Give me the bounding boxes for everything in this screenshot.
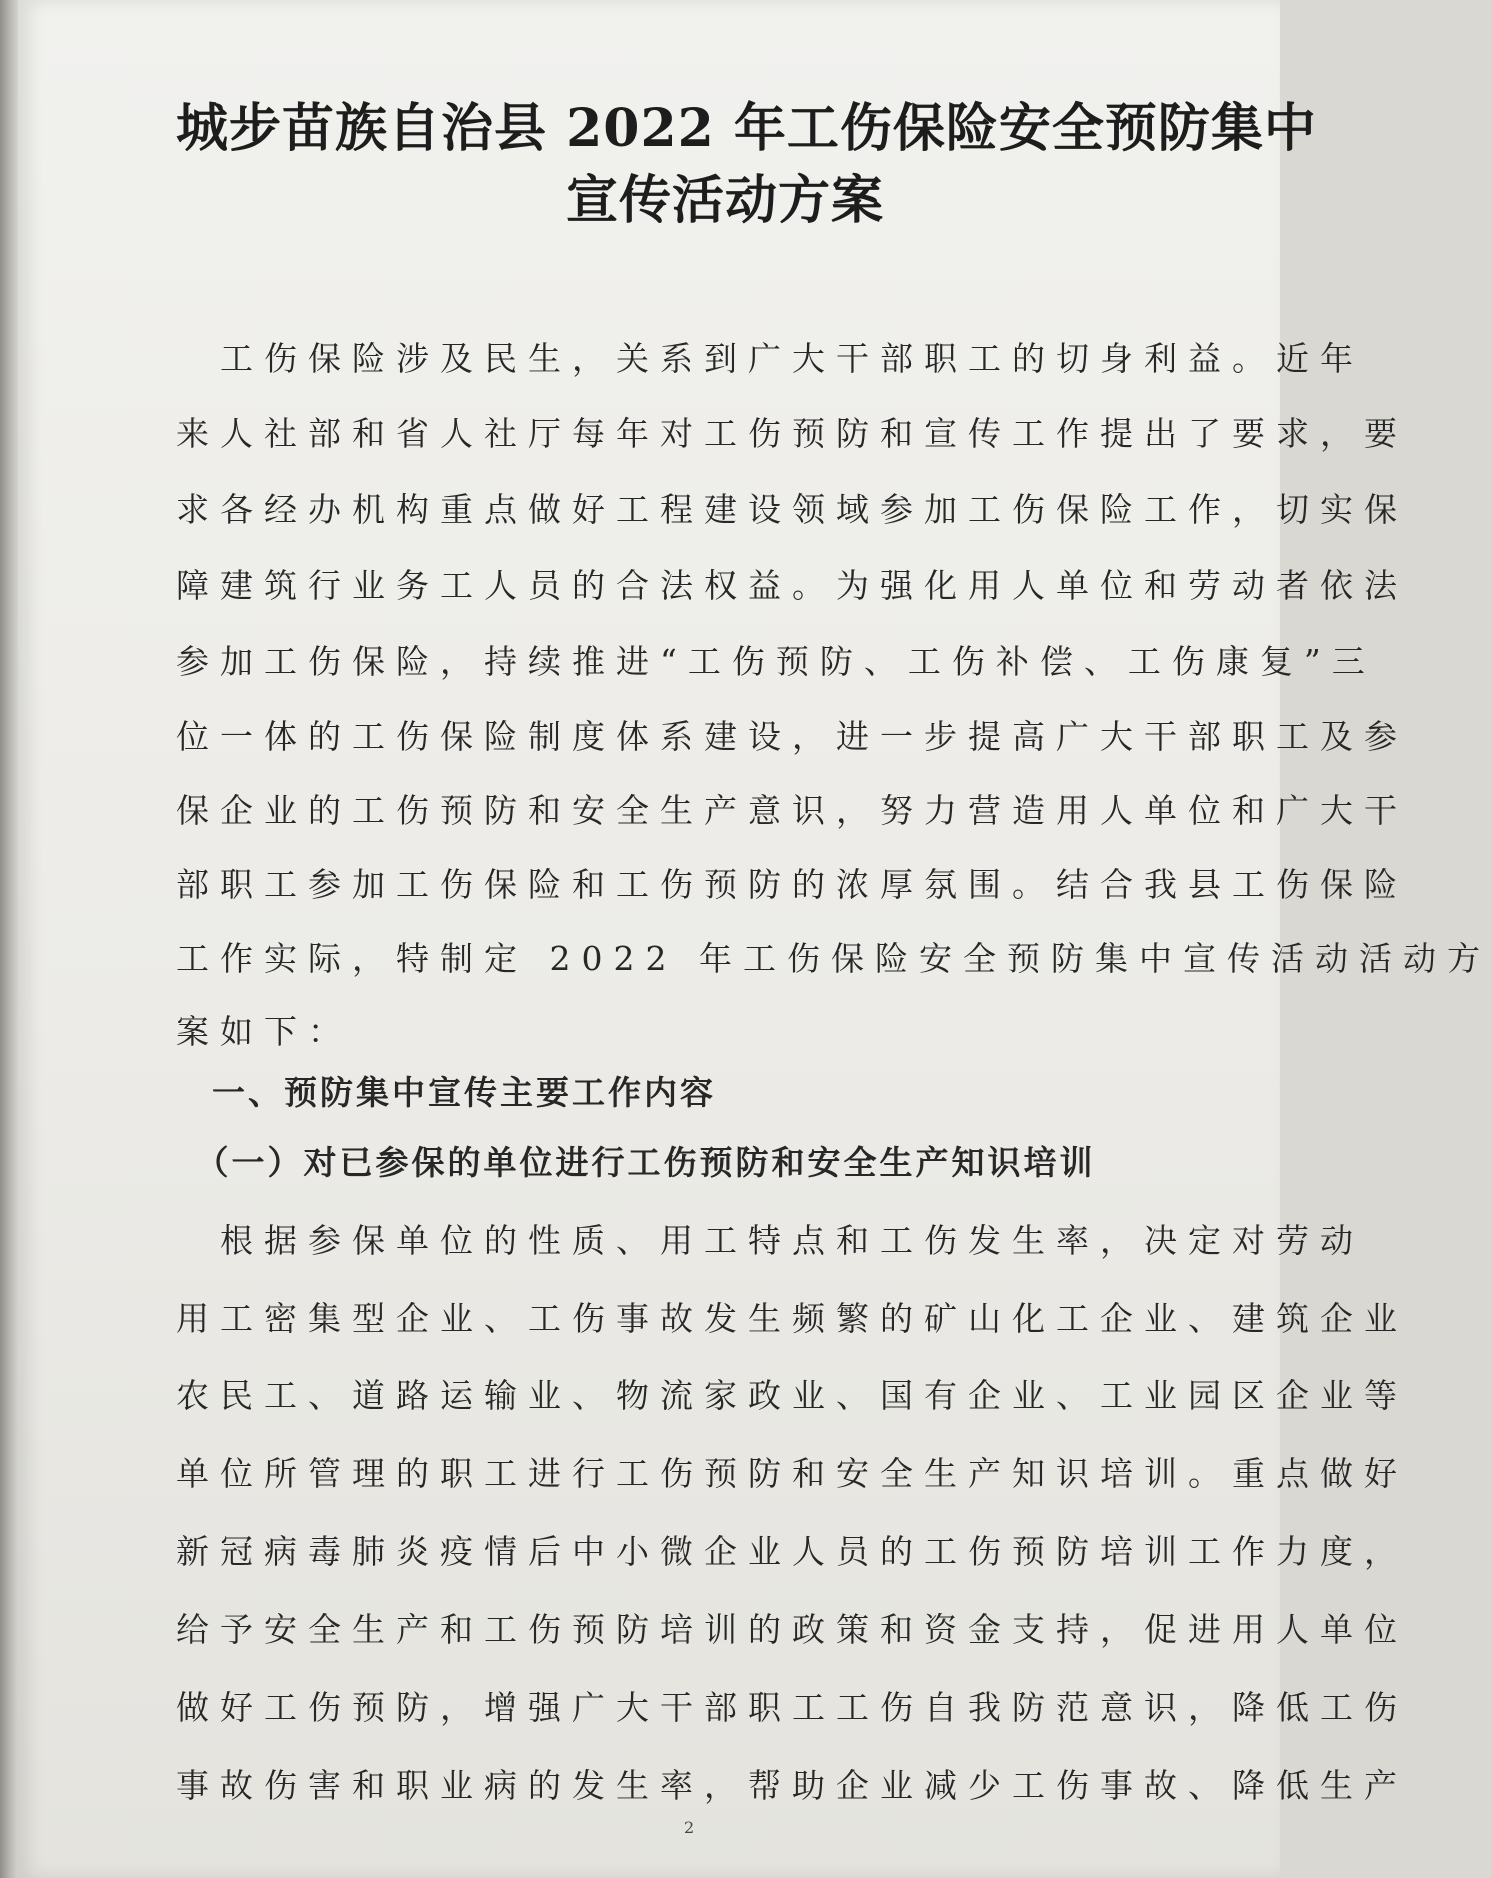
body-line: 案如下： [176,1012,352,1051]
body-line: 做好工伤预防，增强广大干部职工工伤自我防范意识，降低工伤 [176,1688,1408,1727]
section-heading: 一、预防集中宣传主要工作内容 [176,1073,716,1112]
body-line: 工作实际，特制定 2022 年工伤保险安全预防集中宣传活动活动方 [176,939,1491,978]
page-number: 2 [684,1818,695,1837]
body-line: 用工密集型企业、工伤事故发生频繁的矿山化工企业、建筑企业 [176,1299,1408,1338]
body-line: 障建筑行业务工人员的合法权益。为强化用人单位和劳动者依法 [176,566,1408,605]
body-line: 参加工伤保险，持续推进“工伤预防、工伤补偿、工伤康复”三 [176,642,1376,681]
body-line: 保企业的工伤预防和安全生产意识，努力营造用人单位和广大干 [176,791,1408,830]
document-title-line-1: 城步苗族自治县 2022 年工伤保险安全预防集中 [176,98,1317,159]
body-line: 部职工参加工伤保险和工伤预防的浓厚氛围。结合我县工伤保险 [176,865,1408,904]
body-line: 工伤保险涉及民生，关系到广大干部职工的切身利益。近年 [176,339,1364,378]
body-line: 来人社部和省人社厅每年对工伤预防和宣传工作提出了要求，要 [176,414,1408,453]
body-line: 农民工、道路运输业、物流家政业、国有企业、工业园区企业等 [176,1376,1408,1415]
body-line: 新冠病毒肺炎疫情后中小微企业人员的工伤预防培训工作力度， [176,1532,1408,1571]
body-line: 给予安全生产和工伤预防培训的政策和资金支持，促进用人单位 [176,1610,1408,1649]
body-line: 求各经办机构重点做好工程建设领域参加工伤保险工作，切实保 [176,490,1408,529]
document-title-line-2: 宣传活动方案 [566,170,885,231]
subsection-heading: （一）对已参保的单位进行工伤预防和安全生产知识培训 [176,1143,1096,1182]
body-line: 根据参保单位的性质、用工特点和工伤发生率，决定对劳动 [176,1221,1364,1260]
body-line: 事故伤害和职业病的发生率，帮助企业减少工伤事故、降低生产 [176,1766,1408,1805]
body-line: 单位所管理的职工进行工伤预防和安全生产知识培训。重点做好 [176,1454,1408,1493]
body-line: 位一体的工伤保险制度体系建设，进一步提高广大干部职工及参 [176,717,1408,756]
